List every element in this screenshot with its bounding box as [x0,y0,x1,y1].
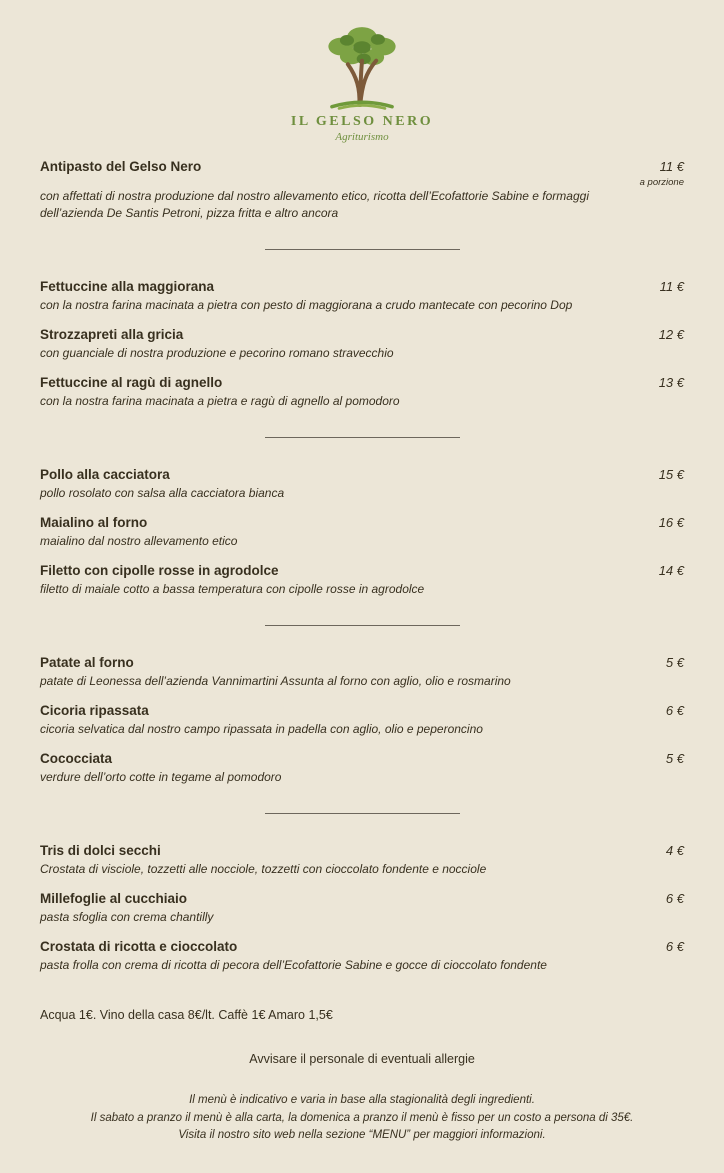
menu-item-price-value: 12 € [658,327,684,342]
menu-item-name: Crostata di ricotta e cioccolato [40,939,238,954]
menu-item-head [40,325,684,345]
menu-item-price-note: a porzione [639,177,684,188]
menu-item-description: con la nostra farina macinata a pietra con pesto di maggiorana a crudo mantecate con pecorino Dop [40,298,573,312]
menu-item [40,701,684,738]
menu-item-head [40,889,684,909]
menu-item-head [40,561,684,581]
menu-item [40,841,684,878]
menu-item-price-value: 6 € [665,939,684,954]
menu-item-head [40,701,684,721]
menu-item-name: Cicoria ripassata [40,703,149,718]
section-divider [265,813,460,814]
menu-item-head [40,373,684,393]
menu-item-description: pasta frolla con crema di ricotta di pecora dell’Ecofattorie Sabine e gocce di cioccolato fondente [40,958,547,972]
menu-item-name: Antipasto del Gelso Nero [40,159,202,174]
section-divider [265,249,460,250]
menu-item [40,937,684,974]
menu-item-name: Millefoglie al cucchiaio [40,891,188,906]
menu-item-description: con guanciale di nostra produzione e pecorino romano stravecchio [40,346,394,360]
footer-note: Visita il nostro sito web nella sezione “MENU” per maggiori informazioni. [178,1129,546,1141]
menu-item-head [40,749,684,769]
menu-item-name: Cococciata [40,751,113,766]
menu-sections [40,157,684,974]
menu-item-description: pasta sfoglia con crema chantilly [40,910,214,924]
menu-item [40,749,684,786]
menu-item-head [40,465,684,485]
menu-item-description: con affettati di nostra produzione dal nostro allevamento etico, ricotta dell’Ecofattorie Sabine e formaggi dell’azienda De Santis Petroni, pizza fritta e altro ancora [40,189,589,220]
menu-item-head [40,157,684,188]
menu-item-price [666,653,684,673]
menu-item-price [659,513,684,533]
drinks-line: Acqua 1€. Vino della casa 8€/lt. Caffè 1€ Amaro 1,5€ [40,1008,333,1022]
menu-item-price-value: 11 € [659,279,684,294]
menu-item-price [666,701,684,721]
restaurant-name: IL GELSO NERO [290,114,434,129]
menu-item-price [660,277,684,297]
restaurant-subtitle: Agriturismo [335,131,389,143]
menu-item-price [666,889,684,909]
menu-item-price-value: 5 € [665,655,684,670]
menu-item-head [40,841,684,861]
menu-item [40,561,684,598]
menu-item-price [659,561,684,581]
menu-item-name: Patate al forno [40,655,134,670]
menu-item-name: Filetto con cipolle rosse in agrodolce [40,563,279,578]
menu-item-price-value: 14 € [658,563,684,578]
menu-item-head [40,653,684,673]
menu-item-description: con la nostra farina macinata a pietra e ragù di agnello al pomodoro [40,394,400,408]
menu-item-price [659,373,684,393]
menu-item-description: verdure dell’orto cotte in tegame al pomodoro [40,770,282,784]
menu-item-price [666,841,684,861]
section-divider [265,625,460,626]
menu-item-name: Fettuccine al ragù di agnello [40,375,223,390]
allergy-notice: Avvisare il personale di eventuali allergie [249,1052,475,1066]
menu-item-price-value: 6 € [665,891,684,906]
menu-item-price-value: 5 € [665,751,684,766]
section-divider [265,437,460,438]
restaurant-logo [40,20,684,143]
menu-item-price [666,749,684,769]
menu-item-name: Fettuccine alla maggiorana [40,279,215,294]
menu-item-name: Tris di dolci secchi [40,843,161,858]
menu-item [40,465,684,502]
menu-item [40,277,684,314]
menu-item-head [40,277,684,297]
menu-item-description: filetto di maiale cotto a bassa temperatura con cipolle rosse in agrodolce [40,582,425,596]
menu-item-description: maialino dal nostro allevamento etico [40,534,238,548]
menu-item-price-value: 4 € [665,843,684,858]
menu-item [40,889,684,926]
tree-icon [308,20,416,112]
menu-item-name: Maialino al forno [40,515,148,530]
footer-note: Il menù è indicativo e varia in base alla stagionalità degli ingredienti. [189,1094,535,1106]
footer-notes [40,1092,684,1145]
menu-item [40,325,684,362]
menu-item-description: Crostata di visciole, tozzetti alle nocciole, tozzetti con cioccolato fondente e nocciole [40,862,487,876]
menu-item-price-value: 6 € [665,703,684,718]
menu-item [40,157,684,222]
menu-item [40,653,684,690]
menu-item-description: pollo rosolato con salsa alla cacciatora bianca [40,486,285,500]
menu-item-price-value: 15 € [658,467,684,482]
menu-item-price-value: 13 € [658,375,684,390]
menu-item-price [640,157,684,188]
menu-item-description: cicoria selvatica dal nostro campo ripassata in padella con aglio, olio e peperoncino [40,722,483,736]
menu-item-description: patate di Leonessa dell’azienda Vannimartini Assunta al forno con aglio, olio e rosmarino [40,674,511,688]
menu-item-price [659,465,684,485]
menu-item-price [666,937,684,957]
menu-item-price-value: 11 € [659,159,684,174]
menu-item-price [659,325,684,345]
menu-item-name: Pollo alla cacciatora [40,467,170,482]
footer-note: Il sabato a pranzo il menù è alla carta, la domenica a pranzo il menù è fisso per un costo a persona di 35€. [90,1111,634,1124]
menu-item-head [40,513,684,533]
menu-item [40,513,684,550]
menu-item-name: Strozzapreti alla gricia [40,327,184,342]
menu-item-price-value: 16 € [658,515,684,530]
menu-item [40,373,684,410]
menu-item-head [40,937,684,957]
